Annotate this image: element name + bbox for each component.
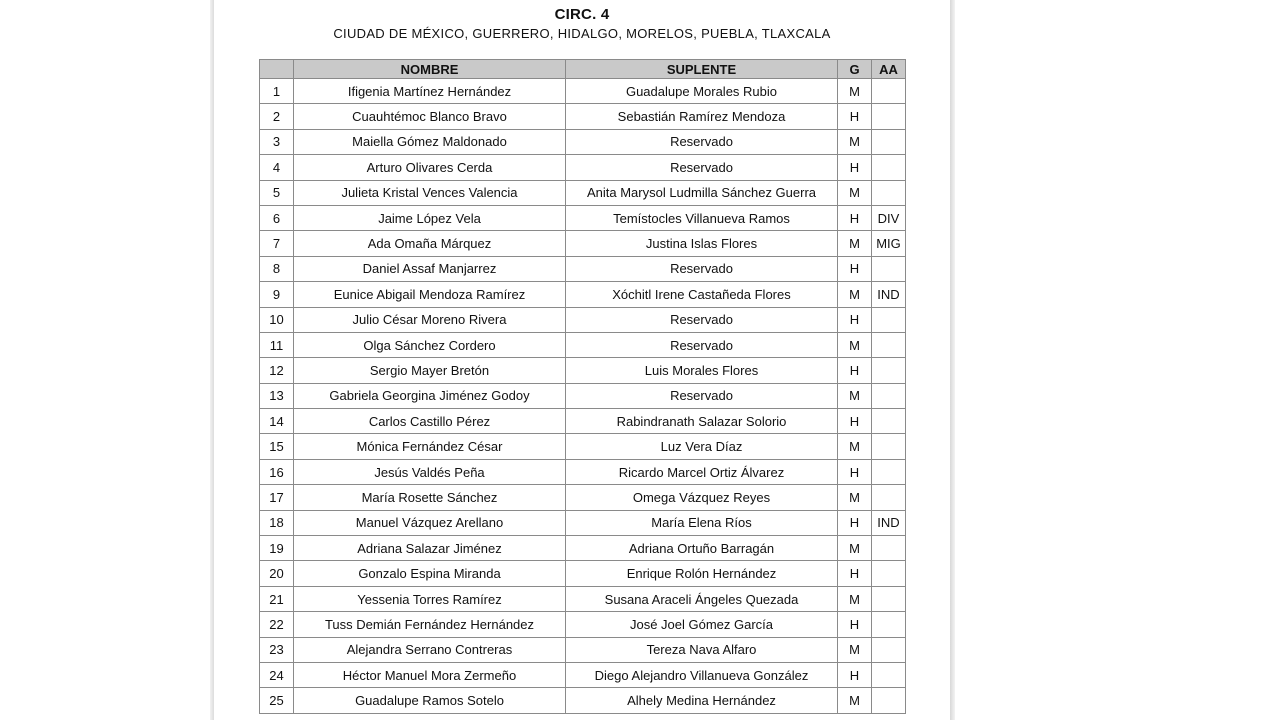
cell-gender: H	[838, 662, 872, 687]
cell-suplente: Luz Vera Díaz	[566, 434, 838, 459]
column-header-suplente: SUPLENTE	[566, 60, 838, 79]
cell-nombre: Adriana Salazar Jiménez	[294, 536, 566, 561]
cell-number: 15	[260, 434, 294, 459]
cell-nombre: Jesús Valdés Peña	[294, 459, 566, 484]
page-shadow-right	[950, 0, 955, 720]
table-row	[260, 129, 906, 154]
cell-number: 25	[260, 688, 294, 713]
cell-gender: M	[838, 485, 872, 510]
column-header-aa: AA	[872, 60, 906, 79]
cell-aa	[872, 688, 906, 713]
cell-gender: M	[838, 434, 872, 459]
cell-gender: H	[838, 459, 872, 484]
cell-number: 13	[260, 383, 294, 408]
cell-aa	[872, 332, 906, 357]
table-row	[260, 155, 906, 180]
table-header-row	[260, 60, 906, 79]
table-row	[260, 180, 906, 205]
cell-aa	[872, 256, 906, 281]
table-row	[260, 256, 906, 281]
cell-suplente: Reservado	[566, 307, 838, 332]
cell-number: 11	[260, 332, 294, 357]
cell-aa: MIG	[872, 231, 906, 256]
cell-aa	[872, 79, 906, 104]
table-row	[260, 586, 906, 611]
cell-gender: H	[838, 155, 872, 180]
cell-nombre: Julio César Moreno Rivera	[294, 307, 566, 332]
cell-aa	[872, 307, 906, 332]
cell-gender: M	[838, 231, 872, 256]
cell-gender: M	[838, 586, 872, 611]
table-row	[260, 79, 906, 104]
cell-number: 1	[260, 79, 294, 104]
cell-nombre: Mónica Fernández César	[294, 434, 566, 459]
cell-nombre: María Rosette Sánchez	[294, 485, 566, 510]
table-row	[260, 561, 906, 586]
table-row	[260, 485, 906, 510]
cell-suplente: Justina Islas Flores	[566, 231, 838, 256]
cell-suplente: Adriana Ortuño Barragán	[566, 536, 838, 561]
cell-gender: M	[838, 637, 872, 662]
page-title: CIRC. 4	[554, 6, 610, 23]
cell-number: 17	[260, 485, 294, 510]
cell-suplente: Susana Araceli Ángeles Quezada	[566, 586, 838, 611]
table-row	[260, 383, 906, 408]
table-row	[260, 637, 906, 662]
cell-suplente: Reservado	[566, 129, 838, 154]
cell-nombre: Manuel Vázquez Arellano	[294, 510, 566, 535]
cell-aa	[872, 536, 906, 561]
cell-number: 24	[260, 662, 294, 687]
cell-nombre: Sergio Mayer Bretón	[294, 358, 566, 383]
cell-number: 21	[260, 586, 294, 611]
cell-number: 16	[260, 459, 294, 484]
cell-number: 9	[260, 282, 294, 307]
cell-nombre: Alejandra Serrano Contreras	[294, 637, 566, 662]
cell-number: 18	[260, 510, 294, 535]
table-body	[260, 79, 906, 714]
cell-gender: M	[838, 129, 872, 154]
table-row	[260, 459, 906, 484]
cell-nombre: Gonzalo Espina Miranda	[294, 561, 566, 586]
cell-aa	[872, 409, 906, 434]
cell-suplente: Reservado	[566, 256, 838, 281]
cell-aa	[872, 358, 906, 383]
cell-number: 6	[260, 205, 294, 230]
table-row	[260, 612, 906, 637]
cell-number: 5	[260, 180, 294, 205]
cell-gender: M	[838, 332, 872, 357]
table-row	[260, 409, 906, 434]
cell-suplente: Luis Morales Flores	[566, 358, 838, 383]
cell-number: 2	[260, 104, 294, 129]
cell-nombre: Maiella Gómez Maldonado	[294, 129, 566, 154]
cell-nombre: Ifigenia Martínez Hernández	[294, 79, 566, 104]
cell-suplente: Omega Vázquez Reyes	[566, 485, 838, 510]
cell-aa	[872, 561, 906, 586]
cell-nombre: Jaime López Vela	[294, 205, 566, 230]
cell-suplente: Enrique Rolón Hernández	[566, 561, 838, 586]
cell-nombre: Olga Sánchez Cordero	[294, 332, 566, 357]
cell-gender: H	[838, 510, 872, 535]
cell-nombre: Cuauhtémoc Blanco Bravo	[294, 104, 566, 129]
cell-nombre: Yessenia Torres Ramírez	[294, 586, 566, 611]
table-row	[260, 434, 906, 459]
cell-nombre: Julieta Kristal Vences Valencia	[294, 180, 566, 205]
cell-suplente: José Joel Gómez García	[566, 612, 838, 637]
cell-number: 10	[260, 307, 294, 332]
cell-suplente: Ricardo Marcel Ortiz Álvarez	[566, 459, 838, 484]
cell-aa	[872, 383, 906, 408]
cell-suplente: Alhely Medina Hernández	[566, 688, 838, 713]
cell-suplente: Guadalupe Morales Rubio	[566, 79, 838, 104]
cell-gender: M	[838, 79, 872, 104]
cell-nombre: Tuss Demián Fernández Hernández	[294, 612, 566, 637]
table-row	[260, 307, 906, 332]
cell-gender: H	[838, 409, 872, 434]
cell-number: 20	[260, 561, 294, 586]
cell-aa: IND	[872, 282, 906, 307]
cell-nombre: Carlos Castillo Pérez	[294, 409, 566, 434]
cell-gender: H	[838, 104, 872, 129]
cell-gender: H	[838, 561, 872, 586]
cell-aa	[872, 586, 906, 611]
cell-nombre: Guadalupe Ramos Sotelo	[294, 688, 566, 713]
cell-suplente: Sebastián Ramírez Mendoza	[566, 104, 838, 129]
cell-aa	[872, 612, 906, 637]
cell-gender: M	[838, 180, 872, 205]
cell-aa	[872, 155, 906, 180]
cell-suplente: Reservado	[566, 332, 838, 357]
cell-number: 8	[260, 256, 294, 281]
cell-gender: M	[838, 536, 872, 561]
cell-suplente: María Elena Ríos	[566, 510, 838, 535]
cell-aa	[872, 129, 906, 154]
cell-nombre: Ada Omaña Márquez	[294, 231, 566, 256]
cell-nombre: Gabriela Georgina Jiménez Godoy	[294, 383, 566, 408]
cell-nombre: Arturo Olivares Cerda	[294, 155, 566, 180]
table-row	[260, 231, 906, 256]
cell-number: 12	[260, 358, 294, 383]
table-row	[260, 662, 906, 687]
cell-suplente: Temístocles Villanueva Ramos	[566, 205, 838, 230]
cell-gender: H	[838, 358, 872, 383]
cell-aa	[872, 485, 906, 510]
cell-number: 7	[260, 231, 294, 256]
cell-gender: M	[838, 282, 872, 307]
table-row	[260, 282, 906, 307]
table-row	[260, 104, 906, 129]
cell-suplente: Reservado	[566, 383, 838, 408]
cell-gender: H	[838, 256, 872, 281]
cell-gender: H	[838, 307, 872, 332]
cell-aa	[872, 180, 906, 205]
cell-gender: M	[838, 688, 872, 713]
cell-aa	[872, 434, 906, 459]
cell-suplente: Rabindranath Salazar Solorio	[566, 409, 838, 434]
cell-nombre: Héctor Manuel Mora Zermeño	[294, 662, 566, 687]
table-row	[260, 688, 906, 713]
table-row	[260, 358, 906, 383]
cell-gender: H	[838, 205, 872, 230]
cell-number: 19	[260, 536, 294, 561]
page-subtitle: CIUDAD DE MÉXICO, GUERRERO, HIDALGO, MORELOS, PUEBLA, TLAXCALA	[333, 26, 831, 41]
cell-number: 14	[260, 409, 294, 434]
cell-number: 22	[260, 612, 294, 637]
cell-aa: IND	[872, 510, 906, 535]
cell-gender: H	[838, 612, 872, 637]
cell-aa	[872, 662, 906, 687]
cell-aa	[872, 637, 906, 662]
cell-gender: M	[838, 383, 872, 408]
cell-number: 23	[260, 637, 294, 662]
cell-suplente: Diego Alejandro Villanueva González	[566, 662, 838, 687]
cell-suplente: Reservado	[566, 155, 838, 180]
table-row	[260, 332, 906, 357]
cell-aa: DIV	[872, 205, 906, 230]
cell-number: 3	[260, 129, 294, 154]
cell-nombre: Eunice Abigail Mendoza Ramírez	[294, 282, 566, 307]
cell-number: 4	[260, 155, 294, 180]
cell-aa	[872, 459, 906, 484]
table-row	[260, 205, 906, 230]
column-header-number	[260, 60, 294, 79]
candidates-table	[259, 59, 906, 714]
cell-suplente: Xóchitl Irene Castañeda Flores	[566, 282, 838, 307]
table-row	[260, 510, 906, 535]
cell-suplente: Anita Marysol Ludmilla Sánchez Guerra	[566, 180, 838, 205]
cell-aa	[872, 104, 906, 129]
column-header-nombre: NOMBRE	[294, 60, 566, 79]
document-page	[214, 0, 950, 720]
table-row	[260, 536, 906, 561]
column-header-g: G	[838, 60, 872, 79]
cell-suplente: Tereza Nava Alfaro	[566, 637, 838, 662]
cell-nombre: Daniel Assaf Manjarrez	[294, 256, 566, 281]
